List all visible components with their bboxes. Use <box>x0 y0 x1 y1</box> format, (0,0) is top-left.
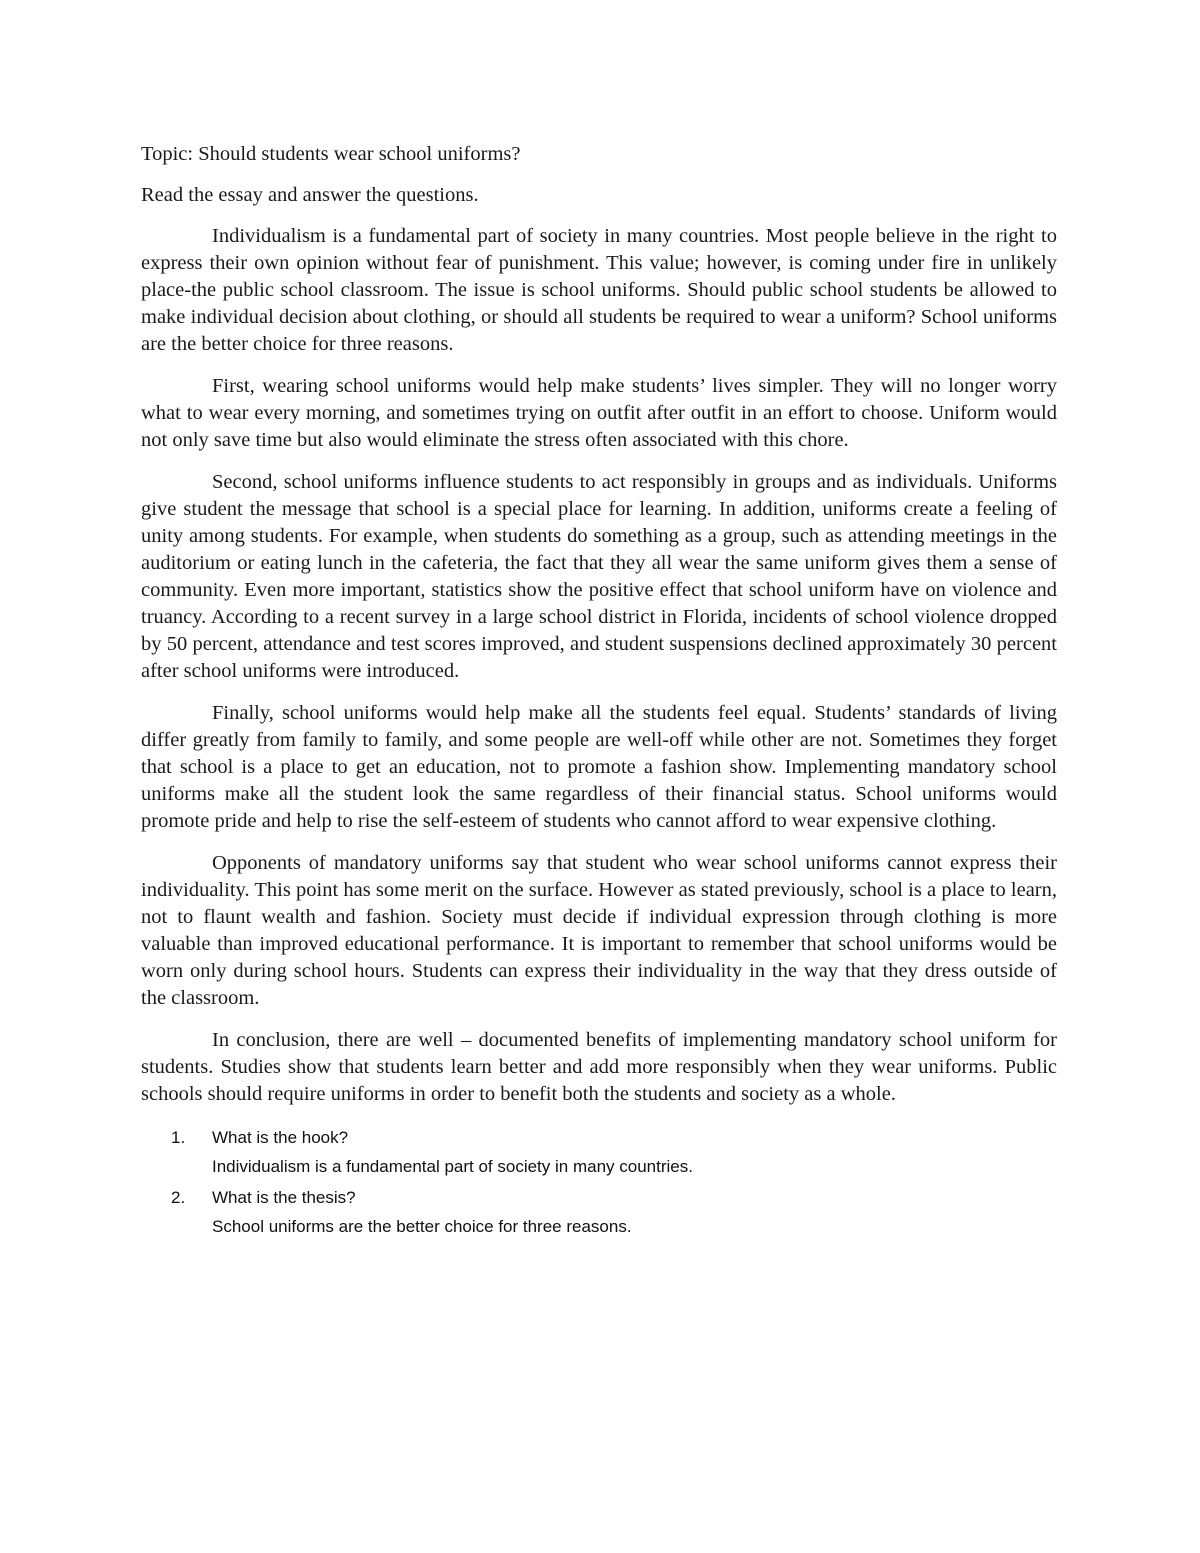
essay-paragraph-conclusion: In conclusion, there are well – documented benefits of implementing mandatory school uniform for students. Studies show that students learn better and add more responsibly when they wear uniforms. Public schools should require uniforms in order to benefit both the students and society as a whole. <box>141 1029 1057 1105</box>
topic-line: Topic: Should students wear school uniforms? <box>141 143 521 165</box>
document-body <box>141 141 1057 1243</box>
question-number: 1. <box>171 1128 186 1147</box>
question-text: What is the thesis? <box>212 1188 356 1207</box>
essay-paragraph-first-reason: First, wearing school uniforms would help make students’ lives simpler. They will no longer worry what to wear every morning, and sometimes trying on outfit after outfit in an effort to choose. Uniform would not only save time but also would eliminate the stress often associated with this chore. <box>141 375 1057 451</box>
essay-paragraph-introduction: Individualism is a fundamental part of society in many countries. Most people believe in the right to express their own opinion without fear of punishment. This value; however, is coming under fire in unlikely place-the public school classroom. The issue is school uniforms. Should public school students be allowed to make individual decision about clothing, or should all students be required to wear a uniform? School uniforms are the better choice for three reasons. <box>141 225 1057 355</box>
question-text: What is the hook? <box>212 1128 349 1147</box>
essay-paragraph-counterargument: Opponents of mandatory uniforms say that student who wear school uniforms cannot express their individuality. This point has some merit on the surface. However as stated previously, school is a place to learn, not to flaunt wealth and fashion. Society must decide if individual expression through clothing is more valuable than improved educational performance. It is important to remember that school uniforms would be worn only during school hours. Students can express their individuality in the way that they dress outside of the classroom. <box>141 852 1057 1009</box>
instruction-line: Read the essay and answer the questions. <box>141 184 479 206</box>
answer-text: Individualism is a fundamental part of society in many countries. <box>212 1157 693 1176</box>
essay-paragraph-third-reason: Finally, school uniforms would help make all the students feel equal. Students’ standards of living differ greatly from family to family, and some people are well-off while other are not. Sometimes they forget that school is a place to get an education, not to promote a fashion show. Implementing mandatory school uniforms make all the student look the same regardless of their financial status. School uniforms would promote pride and help to rise the self-esteem of students who cannot afford to wear expensive clothing. <box>141 702 1057 832</box>
answer-text: School uniforms are the better choice for three reasons. <box>212 1217 632 1236</box>
essay-paragraph-second-reason: Second, school uniforms influence students to act responsibly in groups and as individuals. Uniforms give student the message that school is a special place for learning. In addition, uniforms create a feeling of unity among students. For example, when students do something as a group, such as attending meetings in the auditorium or eating lunch in the cafeteria, the fact that they all wear the same uniform gives them a sense of community. Even more important, statistics show the positive effect that school uniform have on violence and truancy. According to a recent survey in a large school district in Florida, incidents of school violence dropped by 50 percent, attendance and test scores improved, and student suspensions declined approximately 30 percent after school uniforms were introduced. <box>141 471 1057 682</box>
question-item <box>141 1123 1057 1181</box>
question-item <box>141 1183 1057 1241</box>
question-number: 2. <box>171 1188 186 1207</box>
question-list <box>141 1123 1057 1241</box>
